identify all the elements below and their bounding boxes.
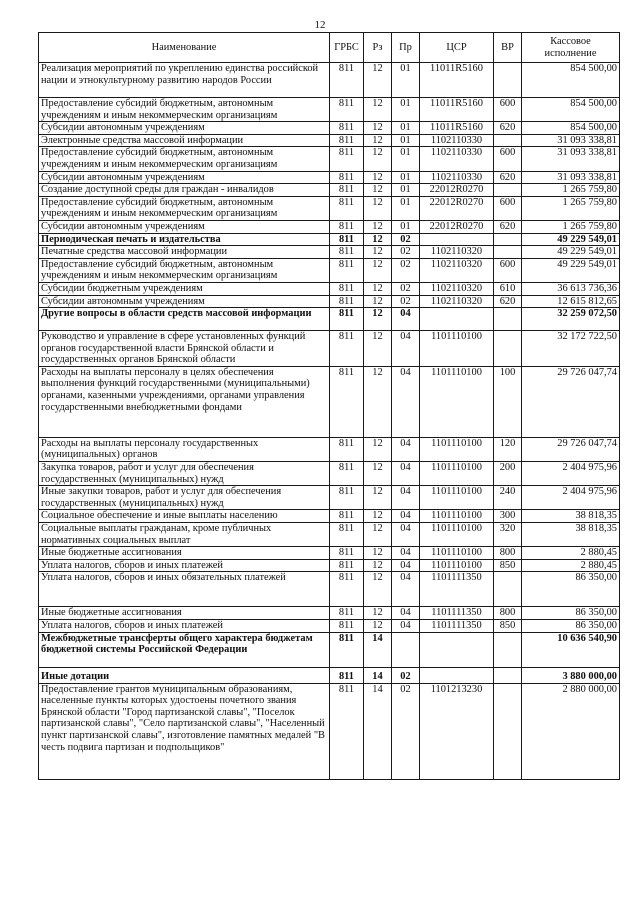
cell-amount: 31 093 338,81: [522, 171, 620, 184]
cell-grbs: 811: [330, 572, 364, 607]
cell-vr: 240: [494, 486, 522, 510]
header-grbs: ГРБС: [330, 33, 364, 63]
table-row: [39, 462, 620, 486]
cell-vr: 120: [494, 437, 522, 461]
cell-pr: 04: [392, 308, 420, 331]
cell-grbs: 811: [330, 607, 364, 620]
cell-grbs: 811: [330, 510, 364, 523]
cell-vr: 200: [494, 462, 522, 486]
cell-csr: 1101111350: [420, 620, 494, 633]
cell-pr: 04: [392, 547, 420, 560]
cell-name: Предоставление субсидий бюджетным, автономным учреждениям и иным некоммерческим организациям: [39, 258, 330, 282]
cell-pr: 02: [392, 667, 420, 683]
cell-csr: 1102110320: [420, 246, 494, 259]
cell-pr: 01: [392, 63, 420, 98]
cell-vr: 850: [494, 620, 522, 633]
cell-pr: 02: [392, 282, 420, 295]
table-row: [39, 98, 620, 122]
cell-amount: 854 500,00: [522, 122, 620, 135]
cell-name: Создание доступной среды для граждан - инвалидов: [39, 184, 330, 197]
table-row: [39, 220, 620, 233]
cell-amount: 32 172 722,50: [522, 331, 620, 367]
cell-vr: 100: [494, 366, 522, 437]
cell-csr: 1101110100: [420, 547, 494, 560]
cell-csr: 1102110320: [420, 282, 494, 295]
cell-rz: 12: [364, 171, 392, 184]
table-body: [39, 63, 620, 780]
cell-vr: [494, 632, 522, 667]
cell-csr: 22012R0270: [420, 220, 494, 233]
cell-grbs: 811: [330, 683, 364, 779]
cell-name: Руководство и управление в сфере установленных функций органов государственной власти Брянской области и государственных органов Брянской области: [39, 331, 330, 367]
table-row: [39, 308, 620, 331]
cell-vr: [494, 246, 522, 259]
cell-rz: 12: [364, 220, 392, 233]
cell-vr: 850: [494, 559, 522, 572]
cell-vr: 600: [494, 98, 522, 122]
cell-name: Предоставление субсидий бюджетным, автономным учреждениям и иным некоммерческим организациям: [39, 196, 330, 220]
cell-rz: 12: [364, 258, 392, 282]
cell-amount: 86 350,00: [522, 620, 620, 633]
cell-vr: [494, 308, 522, 331]
cell-pr: 01: [392, 147, 420, 171]
cell-amount: 2 404 975,96: [522, 486, 620, 510]
cell-csr: 11011R5160: [420, 98, 494, 122]
cell-amount: 2 404 975,96: [522, 462, 620, 486]
cell-vr: 610: [494, 282, 522, 295]
cell-grbs: 811: [330, 620, 364, 633]
cell-vr: [494, 683, 522, 779]
cell-pr: [392, 632, 420, 667]
cell-amount: 12 615 812,65: [522, 295, 620, 308]
cell-vr: [494, 233, 522, 246]
cell-amount: 2 880,45: [522, 547, 620, 560]
cell-vr: [494, 667, 522, 683]
cell-vr: [494, 184, 522, 197]
table-row: [39, 63, 620, 98]
cell-grbs: 811: [330, 147, 364, 171]
cell-amount: 1 265 759,80: [522, 184, 620, 197]
cell-amount: 1 265 759,80: [522, 220, 620, 233]
cell-csr: 1101213230: [420, 683, 494, 779]
cell-name: Предоставление грантов муниципальным образованиям, населенные пункты которых удостоены почетного звания Брянской области "Город партизанской славы", "Поселок партизанской славы", "Село партизанской славы", "Населенный пункт партизанской славы", изготовление памятных медалей "В честь подвига партизан и подпольщиков": [39, 683, 330, 779]
cell-rz: 12: [364, 462, 392, 486]
cell-grbs: 811: [330, 282, 364, 295]
table-row: [39, 632, 620, 667]
cell-pr: 01: [392, 98, 420, 122]
cell-amount: 86 350,00: [522, 607, 620, 620]
cell-pr: 04: [392, 523, 420, 547]
table-row: [39, 366, 620, 437]
cell-pr: 01: [392, 122, 420, 135]
cell-grbs: 811: [330, 246, 364, 259]
cell-pr: 04: [392, 331, 420, 367]
table-row: [39, 196, 620, 220]
cell-grbs: 811: [330, 122, 364, 135]
cell-name: Иные закупки товаров, работ и услуг для обеспечения государственных (муниципальных) нужд: [39, 486, 330, 510]
header-amount: Кассовое исполнение: [522, 33, 620, 63]
cell-pr: 02: [392, 246, 420, 259]
cell-rz: 12: [364, 486, 392, 510]
cell-pr: 01: [392, 184, 420, 197]
budget-execution-table: [38, 32, 620, 780]
cell-rz: 14: [364, 632, 392, 667]
cell-name: Уплата налогов, сборов и иных платежей: [39, 620, 330, 633]
cell-name: Уплата налогов, сборов и иных обязательных платежей: [39, 572, 330, 607]
cell-grbs: 811: [330, 437, 364, 461]
cell-amount: 49 229 549,01: [522, 233, 620, 246]
cell-rz: 12: [364, 366, 392, 437]
cell-name: Иные бюджетные ассигнования: [39, 547, 330, 560]
cell-vr: [494, 572, 522, 607]
cell-rz: 14: [364, 683, 392, 779]
cell-amount: 32 259 072,50: [522, 308, 620, 331]
cell-amount: 86 350,00: [522, 572, 620, 607]
cell-grbs: 811: [330, 63, 364, 98]
cell-grbs: 811: [330, 667, 364, 683]
cell-amount: 2 880,45: [522, 559, 620, 572]
cell-csr: 11011R5160: [420, 122, 494, 135]
cell-vr: 800: [494, 607, 522, 620]
cell-csr: [420, 308, 494, 331]
cell-grbs: 811: [330, 331, 364, 367]
cell-rz: 12: [364, 295, 392, 308]
page-number: 12: [314, 19, 326, 31]
cell-rz: 12: [364, 547, 392, 560]
cell-amount: 854 500,00: [522, 98, 620, 122]
cell-grbs: 811: [330, 184, 364, 197]
cell-name: Иные бюджетные ассигнования: [39, 607, 330, 620]
cell-pr: 01: [392, 171, 420, 184]
cell-rz: 12: [364, 282, 392, 295]
table-header-row: [39, 33, 620, 63]
header-name: Наименование: [39, 33, 330, 63]
table-row: [39, 437, 620, 461]
cell-pr: 04: [392, 462, 420, 486]
cell-vr: 320: [494, 523, 522, 547]
cell-rz: 12: [364, 63, 392, 98]
cell-name: Предоставление субсидий бюджетным, автономным учреждениям и иным некоммерческим организациям: [39, 98, 330, 122]
table-row: [39, 282, 620, 295]
cell-amount: 3 880 000,00: [522, 667, 620, 683]
table-row: [39, 572, 620, 607]
table-row: [39, 233, 620, 246]
cell-vr: [494, 134, 522, 147]
cell-name: Субсидии бюджетным учреждениям: [39, 282, 330, 295]
cell-rz: 12: [364, 308, 392, 331]
cell-name: Субсидии автономным учреждениям: [39, 295, 330, 308]
cell-csr: 1101110100: [420, 462, 494, 486]
cell-name: Социальные выплаты гражданам, кроме публичных нормативных социальных выплат: [39, 523, 330, 547]
cell-csr: 1101111350: [420, 607, 494, 620]
table-row: [39, 683, 620, 779]
cell-csr: 1102110320: [420, 295, 494, 308]
table-row: [39, 122, 620, 135]
cell-name: Расходы на выплаты персоналу в целях обеспечения выполнения функций государственными (муниципальными) органами, казенными учреждениями, органами управления государственными внебюджетными фондами: [39, 366, 330, 437]
table-row: [39, 510, 620, 523]
cell-name: Иные дотации: [39, 667, 330, 683]
cell-name: Расходы на выплаты персоналу государственных (муниципальных) органов: [39, 437, 330, 461]
cell-csr: 1101110100: [420, 437, 494, 461]
cell-vr: 620: [494, 220, 522, 233]
cell-amount: 38 818,35: [522, 510, 620, 523]
table-row: [39, 331, 620, 367]
cell-csr: 1101110100: [420, 510, 494, 523]
cell-name: Социальное обеспечение и иные выплаты населению: [39, 510, 330, 523]
cell-csr: 22012R0270: [420, 196, 494, 220]
cell-amount: 49 229 549,01: [522, 258, 620, 282]
cell-grbs: 811: [330, 196, 364, 220]
cell-grbs: 811: [330, 547, 364, 560]
header-vr: ВР: [494, 33, 522, 63]
cell-pr: 04: [392, 607, 420, 620]
cell-grbs: 811: [330, 220, 364, 233]
cell-name: Другие вопросы в области средств массовой информации: [39, 308, 330, 331]
cell-grbs: 811: [330, 486, 364, 510]
cell-grbs: 811: [330, 233, 364, 246]
cell-csr: 22012R0270: [420, 184, 494, 197]
cell-csr: 1101110100: [420, 331, 494, 367]
table-row: [39, 667, 620, 683]
cell-pr: 02: [392, 295, 420, 308]
cell-grbs: 811: [330, 559, 364, 572]
table-row: [39, 134, 620, 147]
cell-rz: 12: [364, 134, 392, 147]
table-row: [39, 246, 620, 259]
cell-csr: 1101110100: [420, 486, 494, 510]
cell-rz: 12: [364, 523, 392, 547]
cell-vr: 600: [494, 147, 522, 171]
cell-amount: 36 613 736,36: [522, 282, 620, 295]
cell-vr: 620: [494, 122, 522, 135]
cell-grbs: 811: [330, 295, 364, 308]
header-pr: Пр: [392, 33, 420, 63]
header-csr: ЦСР: [420, 33, 494, 63]
cell-vr: 600: [494, 196, 522, 220]
cell-amount: 1 265 759,80: [522, 196, 620, 220]
cell-amount: 854 500,00: [522, 63, 620, 98]
cell-name: Печатные средства массовой информации: [39, 246, 330, 259]
table-row: [39, 147, 620, 171]
cell-grbs: 811: [330, 632, 364, 667]
cell-rz: 12: [364, 437, 392, 461]
cell-csr: [420, 667, 494, 683]
cell-csr: [420, 632, 494, 667]
table-row: [39, 523, 620, 547]
cell-grbs: 811: [330, 366, 364, 437]
cell-pr: 02: [392, 258, 420, 282]
cell-grbs: 811: [330, 462, 364, 486]
cell-rz: 12: [364, 233, 392, 246]
cell-pr: 02: [392, 233, 420, 246]
cell-pr: 04: [392, 486, 420, 510]
cell-rz: 12: [364, 510, 392, 523]
cell-rz: 12: [364, 122, 392, 135]
cell-grbs: 811: [330, 523, 364, 547]
cell-rz: 12: [364, 331, 392, 367]
table-row: [39, 295, 620, 308]
cell-rz: 12: [364, 572, 392, 607]
cell-pr: 04: [392, 620, 420, 633]
cell-rz: 12: [364, 98, 392, 122]
cell-amount: 2 880 000,00: [522, 683, 620, 779]
cell-grbs: 811: [330, 171, 364, 184]
cell-csr: [420, 233, 494, 246]
cell-rz: 12: [364, 196, 392, 220]
cell-vr: 800: [494, 547, 522, 560]
cell-amount: 31 093 338,81: [522, 147, 620, 171]
cell-name: Межбюджетные трансферты общего характера бюджетам бюджетной системы Российской Федерации: [39, 632, 330, 667]
cell-vr: 620: [494, 171, 522, 184]
cell-csr: 1102110320: [420, 258, 494, 282]
cell-rz: 12: [364, 620, 392, 633]
cell-amount: 31 093 338,81: [522, 134, 620, 147]
cell-pr: 04: [392, 437, 420, 461]
table-row: [39, 620, 620, 633]
cell-rz: 12: [364, 184, 392, 197]
cell-vr: [494, 331, 522, 367]
cell-amount: 10 636 540,90: [522, 632, 620, 667]
cell-csr: 1101110100: [420, 559, 494, 572]
cell-rz: 12: [364, 607, 392, 620]
cell-csr: 1101110100: [420, 523, 494, 547]
cell-amount: 38 818,35: [522, 523, 620, 547]
table-row: [39, 486, 620, 510]
cell-rz: 12: [364, 246, 392, 259]
table-row: [39, 171, 620, 184]
cell-pr: 04: [392, 572, 420, 607]
cell-csr: 1101110100: [420, 366, 494, 437]
cell-name: Реализация мероприятий по укреплению единства российской нации и этнокультурному развитию народов России: [39, 63, 330, 98]
table-row: [39, 184, 620, 197]
cell-amount: 49 229 549,01: [522, 246, 620, 259]
cell-pr: 01: [392, 220, 420, 233]
cell-amount: 29 726 047,74: [522, 366, 620, 437]
cell-name: Электронные средства массовой информации: [39, 134, 330, 147]
table-row: [39, 547, 620, 560]
cell-name: Периодическая печать и издательства: [39, 233, 330, 246]
cell-grbs: 811: [330, 308, 364, 331]
cell-pr: 04: [392, 366, 420, 437]
cell-name: Закупка товаров, работ и услуг для обеспечения государственных (муниципальных) нужд: [39, 462, 330, 486]
cell-csr: 1101111350: [420, 572, 494, 607]
cell-rz: 12: [364, 559, 392, 572]
cell-name: Субсидии автономным учреждениям: [39, 171, 330, 184]
cell-grbs: 811: [330, 258, 364, 282]
cell-vr: 620: [494, 295, 522, 308]
table-row: [39, 559, 620, 572]
cell-amount: 29 726 047,74: [522, 437, 620, 461]
cell-csr: 11011R5160: [420, 63, 494, 98]
cell-rz: 14: [364, 667, 392, 683]
cell-pr: 04: [392, 510, 420, 523]
cell-name: Предоставление субсидий бюджетным, автономным учреждениям и иным некоммерческим организациям: [39, 147, 330, 171]
cell-vr: 600: [494, 258, 522, 282]
cell-rz: 12: [364, 147, 392, 171]
cell-grbs: 811: [330, 98, 364, 122]
cell-name: Субсидии автономным учреждениям: [39, 220, 330, 233]
cell-pr: 01: [392, 196, 420, 220]
cell-csr: 1102110330: [420, 171, 494, 184]
header-rz: Рз: [364, 33, 392, 63]
cell-vr: [494, 63, 522, 98]
cell-pr: 02: [392, 683, 420, 779]
cell-vr: 300: [494, 510, 522, 523]
cell-name: Субсидии автономным учреждениям: [39, 122, 330, 135]
cell-pr: 04: [392, 559, 420, 572]
cell-csr: 1102110330: [420, 147, 494, 171]
cell-csr: 1102110330: [420, 134, 494, 147]
table-row: [39, 607, 620, 620]
cell-pr: 01: [392, 134, 420, 147]
cell-name: Уплата налогов, сборов и иных платежей: [39, 559, 330, 572]
table-row: [39, 258, 620, 282]
cell-grbs: 811: [330, 134, 364, 147]
